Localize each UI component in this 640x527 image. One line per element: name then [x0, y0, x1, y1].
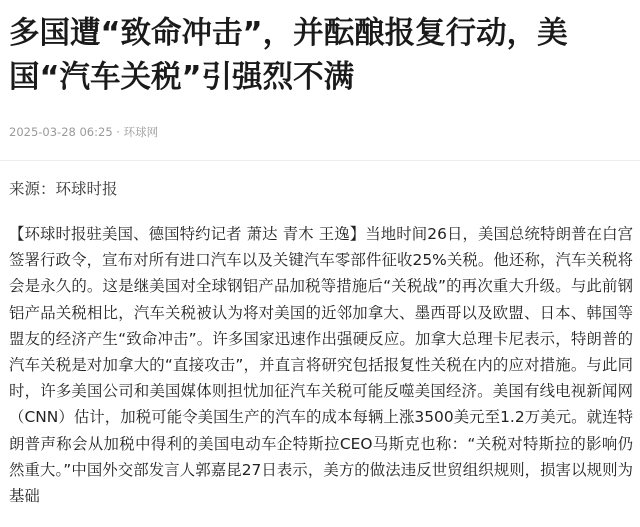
article-source	[9, 178, 118, 200]
article-headline: 多国遭“致命冲击”，并酝酿报复行动，美国“汽车关税”引强烈不满	[9, 16, 568, 95]
article-body: 【环球时报驻美国、德国特约记者 萧达 青木 王逸】当地时间26日，美国总统特朗普在白宫签署行政令，宣布对所有进口汽车以及关键汽车零部件征收25%关税。他还称，汽车关税将会是永久的。这是继美国对全球钢铝产品加税等措施后“关税战”的再次重大升级。与此前钢铝产品关税相比，汽车关税被认为将对美国的近邻加拿大、墨西哥以及欧盟、日本、韩国等盟友的经济产生“致命冲击”。许多国家迅速作出强硬反应。加拿大总理卡尼表示，特朗普的汽车关税是对加拿大的“直接攻击”，并直言将研究包括报复性关税在内的应对措施。与此同时，许多美国公司和美国媒体则担忧加征汽车关税可能反噬美国经济。美国有线电视新闻网（CNN）估计，加税可能令美国生产的汽车的成本每辆上涨3500美元至1.2万美元。就连特朗普声称会从加税中得利的美国电动车企特斯拉CEO马斯克也称：“关税对特斯拉的影响仍然重大。”中国外交部发言人郭嘉昆27日表示，美方的做法违反世贸组织规则，损害以规则为基础	[9, 225, 633, 506]
source-label: 来源：	[9, 180, 56, 198]
meta-separator: ·	[112, 125, 124, 139]
publisher-name: 环球网	[123, 125, 159, 139]
publish-date: 2025-03-28 06:25	[9, 125, 113, 139]
source-value: 环球时报	[55, 180, 118, 198]
article-meta	[9, 124, 158, 140]
header-divider	[0, 160, 640, 161]
